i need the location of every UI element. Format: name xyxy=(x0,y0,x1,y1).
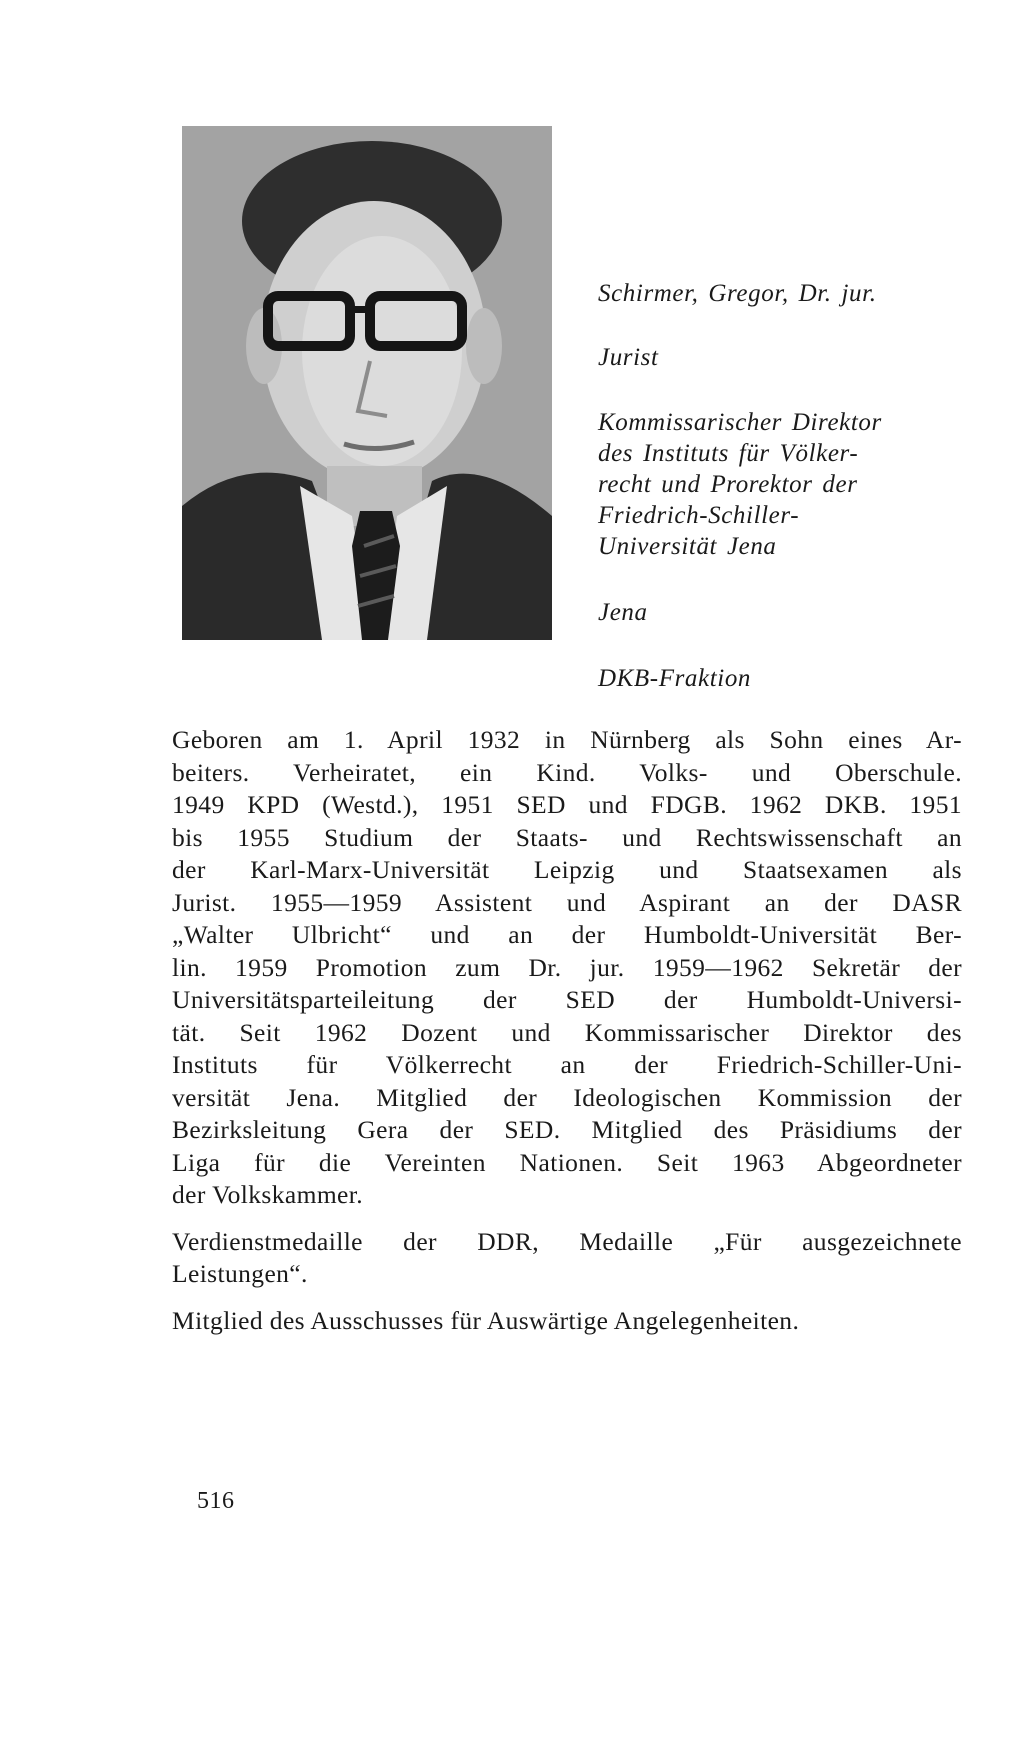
biography-line: 1949 KPD (Westd.), 1951 SED und FDGB. 1962 DKB. 1951 xyxy=(172,790,962,819)
biography-line: bis 1955 Studium der Staats- und Rechtswissenschaft an xyxy=(172,822,962,852)
entry-position xyxy=(598,407,998,562)
portrait-photo xyxy=(182,126,552,640)
position-line: Kommissarischer Direktor xyxy=(598,409,882,436)
committee-line: Mitglied des Ausschusses für Auswärtige Angelegenheiten. xyxy=(172,1305,800,1335)
biography-line: Instituts für Völkerrecht an der Friedrich-Schiller-Uni- xyxy=(172,1050,962,1079)
entry-faction: DKB-Fraktion xyxy=(598,665,752,692)
biography-line: Jurist. 1955—1959 Assistent und Aspirant an der DASR xyxy=(172,887,962,917)
awards-line: Verdienstmedaille der DDR, Medaille „Für ausgezeichnete xyxy=(172,1226,962,1256)
page-number: 516 xyxy=(197,1488,235,1514)
biography-line: Bezirksleitung Gera der SED. Mitglied des Präsidiums der xyxy=(172,1115,962,1144)
biography-line: Geboren am 1. April 1932 in Nürnberg als Sohn eines Ar- xyxy=(172,725,962,754)
biography-line: versität Jena. Mitglied der Ideologischen Kommission der xyxy=(172,1082,962,1112)
entry-name: Schirmer, Gregor, Dr. jur. xyxy=(598,280,877,307)
position-line: des Instituts für Völker- xyxy=(598,440,859,467)
awards-paragraph xyxy=(172,1226,962,1291)
biography-line: der Karl-Marx-Universität Leipzig und Staatsexamen als xyxy=(172,855,962,884)
entry-caption xyxy=(598,278,998,694)
awards-line: Leistungen“. xyxy=(172,1259,308,1288)
biography-line: der Volkskammer. xyxy=(172,1180,364,1209)
entry-profession: Jurist xyxy=(598,344,659,371)
committee-paragraph xyxy=(172,1305,962,1338)
biography-line: „Walter Ulbricht“ und an der Humboldt-Universität Ber- xyxy=(172,920,962,949)
biography-paragraph xyxy=(172,724,962,1212)
biography-line: beiters. Verheiratet, ein Kind. Volks- und Oberschule. xyxy=(172,757,962,787)
biography-line: lin. 1959 Promotion zum Dr. jur. 1959—1962 Sekretär der xyxy=(172,952,962,982)
biography-line: tät. Seit 1962 Dozent und Kommissarischer Direktor des xyxy=(172,1017,962,1047)
position-line: Universität Jena xyxy=(598,533,777,560)
biography-line: Universitätsparteileitung der SED der Humboldt-Universi- xyxy=(172,985,962,1014)
biography-line: Liga für die Vereinten Nationen. Seit 1963 Abgeordneter xyxy=(172,1147,962,1177)
entry-residence: Jena xyxy=(598,599,648,626)
portrait-illustration xyxy=(182,126,552,640)
position-line: Friedrich-Schiller- xyxy=(598,502,800,529)
biography xyxy=(172,724,962,1351)
position-line: recht und Prorektor der xyxy=(598,471,858,498)
